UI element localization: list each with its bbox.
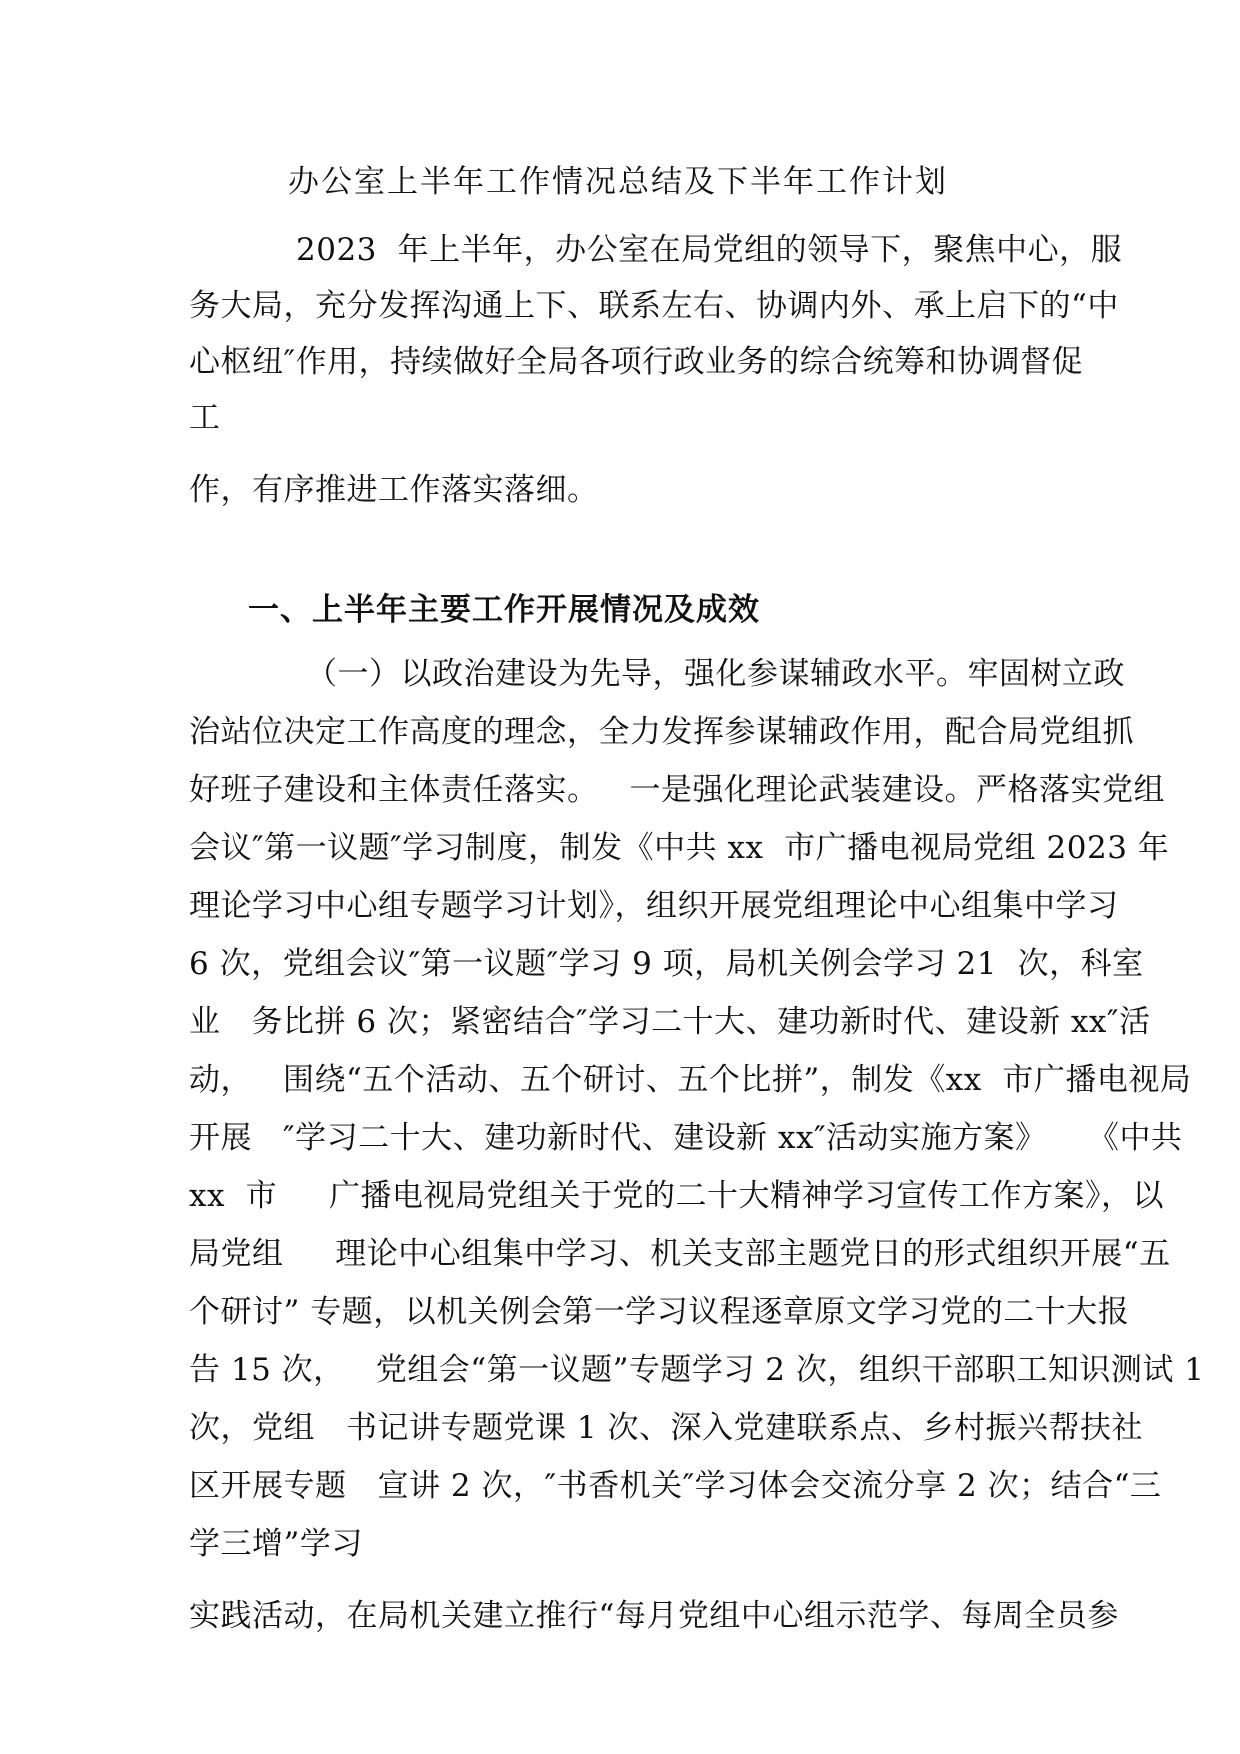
body-line-13: 告 15 次， 党组会“第一议题”专题学习 2 次，组织干部职工知识测试 1 (189, 1352, 1205, 1388)
body-line-3: 好班子建设和主体责任落实。 一是强化理论武装建设。严格落实党组 (189, 772, 1166, 808)
intro-line-1: 2023 年上半年，办公室在局党组的领导下，聚焦中心，服 (296, 232, 1123, 268)
intro-line-5: 作，有序推进工作落实落细。 (189, 472, 599, 508)
intro-line-3: 心枢纽″作用，持续做好全局各项行政业务的综合统筹和协调督促 (189, 344, 1084, 380)
section-heading: 一、上半年主要工作开展情况及成效 (248, 592, 760, 628)
document-title: 办公室上半年工作情况总结及下半年工作计划 (288, 164, 948, 200)
body-line-2: 治站位决定工作高度的理念，全力发挥参谋辅政作用，配合局党组抓 (189, 714, 1134, 750)
body-line-7: 业 务比拼 6 次；紧密结合″学习二十大、建功新时代、建设新 xx″活 (189, 1004, 1151, 1040)
body-line-4: 会议″第一议题″学习制度，制发《中共 xx 市广播电视局党组 2023 年 (189, 830, 1170, 866)
body-line-17: 实践活动，在局机关建立推行“每月党组中心组示范学、每周全员参 (189, 1598, 1119, 1634)
body-line-5: 理论学习中心组专题学习计划》，组织开展党组理论中心组集中学习 (189, 888, 1119, 924)
body-line-1: （一）以政治建设为先导，强化参谋辅政水平。牢固树立政 (306, 656, 1125, 692)
body-line-8: 动， 围绕“五个活动、五个研讨、五个比拼”，制发《xx 市广播电视局 (189, 1062, 1192, 1098)
body-line-14: 次，党组 书记讲专题党课 1 次、深入党建联系点、乡村振兴帮扶社 (189, 1410, 1143, 1446)
body-line-12: 个研讨” 专题，以机关例会第一学习议程逐章原文学习党的二十大报 (189, 1294, 1130, 1330)
body-line-15: 区开展专题 宣讲 2 次，″书香机关″学习体会交流分享 2 次；结合“三 (189, 1468, 1162, 1504)
intro-line-4: 工 (189, 400, 221, 436)
body-line-9: 开展 ″学习二十大、建功新时代、建设新 xx″活动实施方案》 《中共 (189, 1120, 1183, 1156)
intro-line-2: 务大局，充分发挥沟通上下、联系左右、协调内外、承上启下的“中 (189, 288, 1119, 324)
body-line-16: 学三增”学习 (189, 1526, 363, 1562)
body-line-11: 局党组 理论中心组集中学习、机关支部主题党日的形式组织开展“五 (189, 1236, 1171, 1272)
body-line-10: xx 市 广播电视局党组关于党的二十大精神学习宣传工作方案》，以 (189, 1178, 1164, 1214)
body-line-6: 6 次，党组会议″第一议题″学习 9 项，局机关例会学习 21 次，科室 (189, 946, 1144, 982)
